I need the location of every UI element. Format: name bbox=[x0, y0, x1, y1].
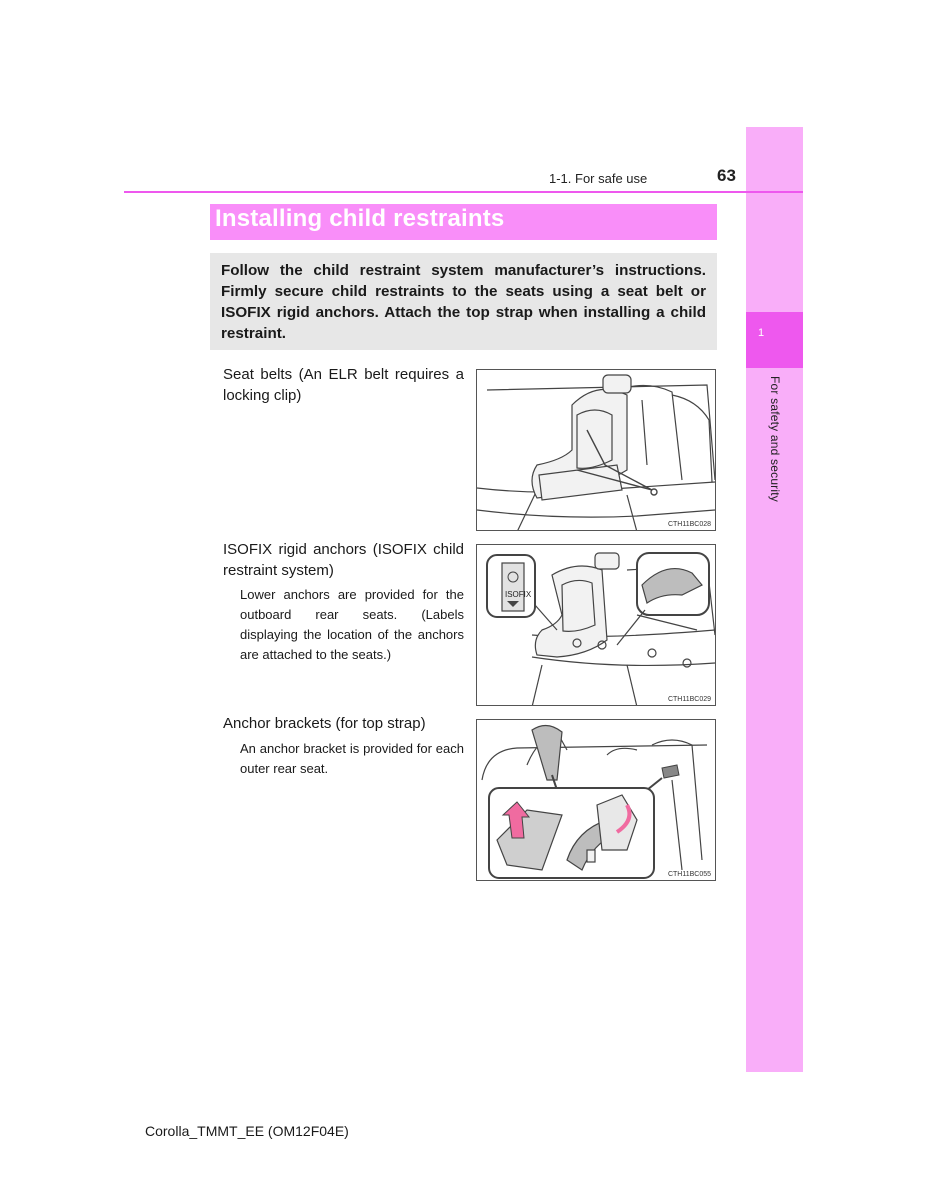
anchor-bracket-illustration bbox=[477, 720, 716, 881]
intro-text: Follow the child restraint system manufacturer’s instructions. Firmly secure child restraints to the seats using a seat belt or ISOFIX rigid anchors. Attach the top strap when installing a child restraint. bbox=[221, 262, 706, 342]
item-heading-seat-belts: Seat belts (An ELR belt requires a locking clip) bbox=[223, 366, 464, 404]
figure-code: CTH11BC055 bbox=[667, 871, 711, 878]
isofix-illustration bbox=[477, 545, 716, 706]
page-number: 63 bbox=[717, 166, 736, 185]
chapter-side-tab bbox=[746, 127, 803, 1072]
figure-seat-belts bbox=[476, 369, 716, 531]
item-description-isofix: Lower anchors are provided for the outboard rear seats. (Labels displaying the location of the anchors are attached to the seats.) bbox=[240, 587, 464, 662]
item-description-anchor-brackets: An anchor bracket is provided for each outer rear seat. bbox=[240, 741, 464, 776]
intro-box bbox=[210, 253, 717, 350]
chapter-number: 1 bbox=[757, 327, 765, 339]
item-heading-anchor-brackets: Anchor brackets (for top strap) bbox=[223, 715, 426, 732]
chapter-title: For safety and security bbox=[768, 376, 782, 502]
seat-belt-illustration bbox=[477, 370, 716, 531]
figure-isofix bbox=[476, 544, 716, 706]
page-title: Installing child restraints bbox=[215, 205, 505, 232]
isofix-label-text: ISOFIX bbox=[505, 590, 532, 599]
figure-code: CTH11BC029 bbox=[667, 696, 711, 703]
chapter-side-tab-active bbox=[746, 312, 803, 368]
footer: Corolla_TMMT_EE (OM12F04E) bbox=[145, 1123, 349, 1139]
header-divider bbox=[124, 191, 803, 193]
title-bar bbox=[210, 204, 717, 240]
section-label: 1-1. For safe use bbox=[549, 171, 648, 186]
figure-anchor-brackets bbox=[476, 719, 716, 881]
item-heading-isofix: ISOFIX rigid anchors (ISOFIX child restraint system) bbox=[223, 541, 464, 579]
figure-code: CTH11BC028 bbox=[667, 521, 711, 528]
